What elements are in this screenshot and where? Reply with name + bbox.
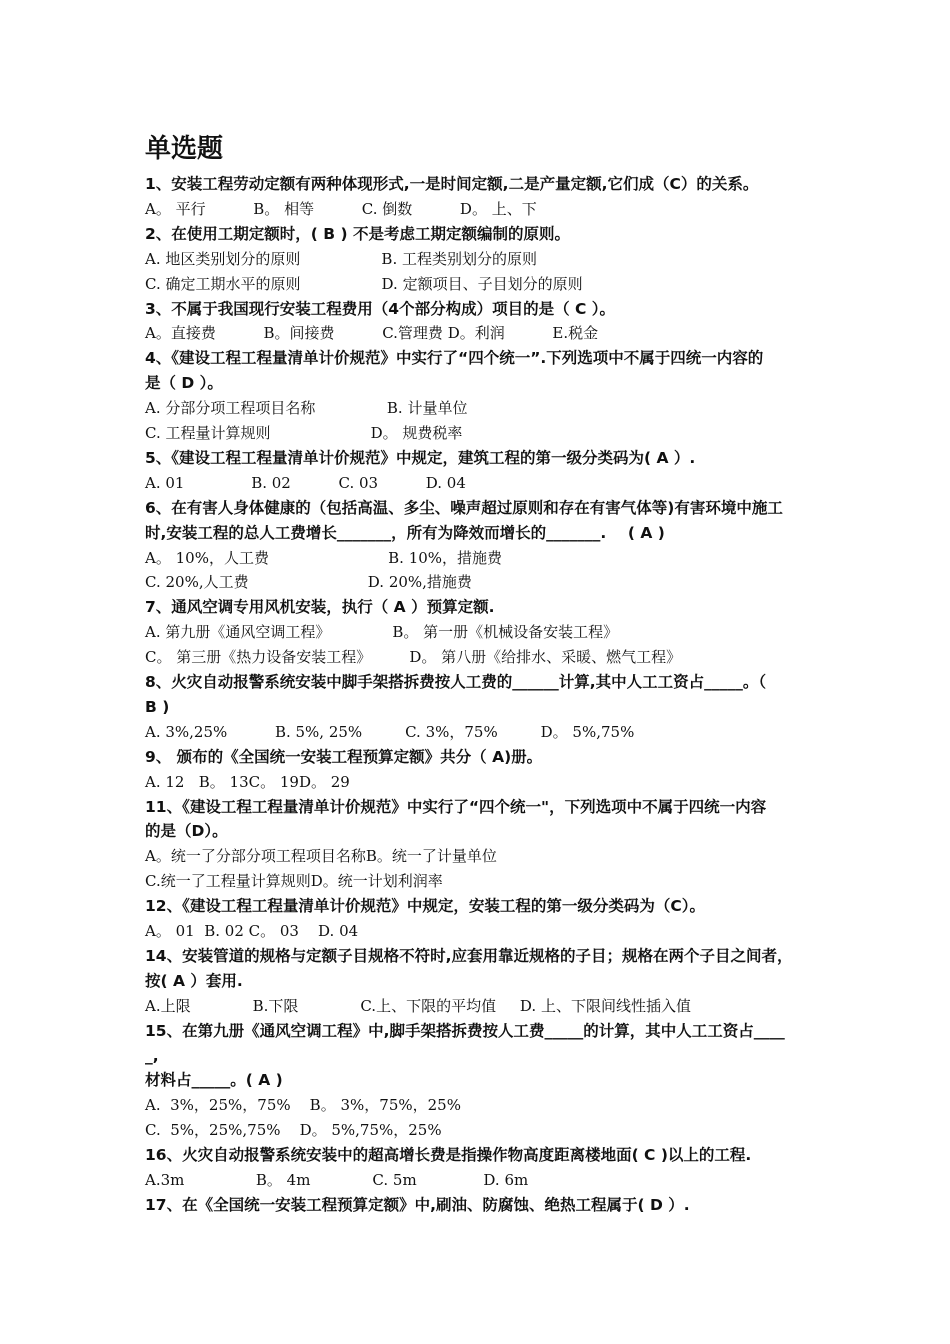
question-text: 14、安装管道的规格与定额子目规格不符时,应套用靠近规格的子目；规格在两个子目之间者， — [145, 946, 793, 965]
question-text: 11、《建设工程工程量清单计价规范》中实行了“四个统一"，下列选项中不属于四统一内容 — [145, 797, 767, 816]
question-text: 是（ D ）。 — [145, 374, 223, 393]
question-text: 7、通风空调专用风机安装，执行（ A ）预算定额. — [145, 598, 495, 617]
question-text: _, — [145, 1046, 159, 1065]
question-text: 1、安装工程劳动定额有两种体现形式,一是时间定额,二是产量定额,它们成（C）的关系。 — [145, 175, 759, 193]
option-line: A。直接费 B。间接费 C.管理费 D。利润 E.税金 — [145, 324, 599, 343]
option-line: C. 确定工期水平的原则 D. 定额项目、子目划分的原则 — [145, 274, 583, 293]
question-text: 16、火灾自动报警系统安装中的超高增长费是指操作物高度距离楼地面( C )以上的工程. — [145, 1146, 752, 1165]
question-text: 时,安装工程的总人工费增长_______，所有为降效而增长的_______. ( A ) — [145, 523, 665, 542]
question-text: 的是（D）。 — [145, 822, 228, 841]
question-text: 5、《建设工程工程量清单计价规范》中规定，建筑工程的第一级分类码为( A ）. — [145, 448, 696, 467]
question-text: 材料占_____。( A ) — [145, 1071, 283, 1090]
question-text: 按( A ）套用. — [145, 971, 243, 990]
option-line: A.上限 B.下限 C.上、下限的平均值 D. 上、下限间线性插入值 — [145, 996, 691, 1015]
option-line: A. 第九册《通风空调工程》 B。 第一册《机械设备安装工程》 — [145, 623, 619, 642]
question-text: 15、在第九册《通风空调工程》中,脚手架搭拆费按人工费_____的计算，其中人工工资占____ — [145, 1021, 785, 1040]
question-text: 12、《建设工程工程量清单计价规范》中规定，安装工程的第一级分类码为（C）。 — [145, 897, 705, 916]
option-line: A。 10%，人工费 B. 10%，措施费 — [145, 548, 503, 567]
option-line: C. 工程量计算规则 D。 规费税率 — [145, 424, 463, 442]
option-line: C。 第三册《热力设备安装工程》 D。 第八册《给排水、采暖、燃气工程》 — [145, 648, 682, 667]
option-line: A.3m B。 4m C. 5m D. 6m — [145, 1171, 529, 1189]
question-text: B ) — [145, 697, 170, 716]
question-text: 17、在《全国统一安装工程预算定额》中,刷油、防腐蚀、绝热工程属于( D ）. — [145, 1195, 690, 1214]
option-line: A. 地区类别划分的原则 B. 工程类别划分的原则 — [145, 249, 537, 268]
question-text: 2、在使用工期定额时，( B ) 不是考虑工期定额编制的原则。 — [145, 224, 570, 243]
option-line: A。 01 B. 02 C。 03 D. 04 — [145, 922, 359, 940]
page-title: 单选题 — [145, 134, 224, 164]
question-text: 3、不属于我国现行安装工程费用（4个部分构成）项目的是（ C ）。 — [145, 299, 615, 318]
option-line: A. 分部分项工程项目名称 B. 计量单位 — [145, 399, 468, 418]
option-line: A. 12 B。 13C。 19D。 29 — [145, 772, 350, 791]
option-line: C. 5%，25%,75% D。 5%,75%，25% — [145, 1121, 442, 1140]
question-text: 6、在有害人身体健康的（包括高温、多尘、噪声超过原则和存在有害气体等)有害环境中施工 — [145, 498, 783, 517]
question-text: 8、火灾自动报警系统安装中脚手架搭拆费按人工费的______计算,其中人工工资占_____。（ — [145, 673, 767, 691]
option-line: A。 平行 B。 相等 C. 倒数 D。 上、下 — [145, 199, 537, 218]
option-line: A。统一了分部分项工程项目名称B。统一了计量单位 — [145, 847, 497, 866]
option-line: A. 3%,25% B. 5%, 25% C. 3%，75% D。 5%,75% — [145, 722, 635, 741]
question-text: 9、 颁布的《全国统一安装工程预算定额》共分（ A)册。 — [145, 747, 543, 766]
option-line: C.统一了工程量计算规则D。统一计划利润率 — [145, 872, 443, 891]
option-line: A. 01 B. 02 C. 03 D. 04 — [145, 473, 466, 492]
option-line: C. 20%,人工费 D. 20%,措施费 — [145, 573, 472, 592]
question-text: 4、《建设工程工程量清单计价规范》中实行了“四个统一”.下列选项中不属于四统一内容的 — [145, 349, 764, 368]
option-line: A. 3%，25%，75% B。 3%，75%，25% — [145, 1096, 461, 1115]
